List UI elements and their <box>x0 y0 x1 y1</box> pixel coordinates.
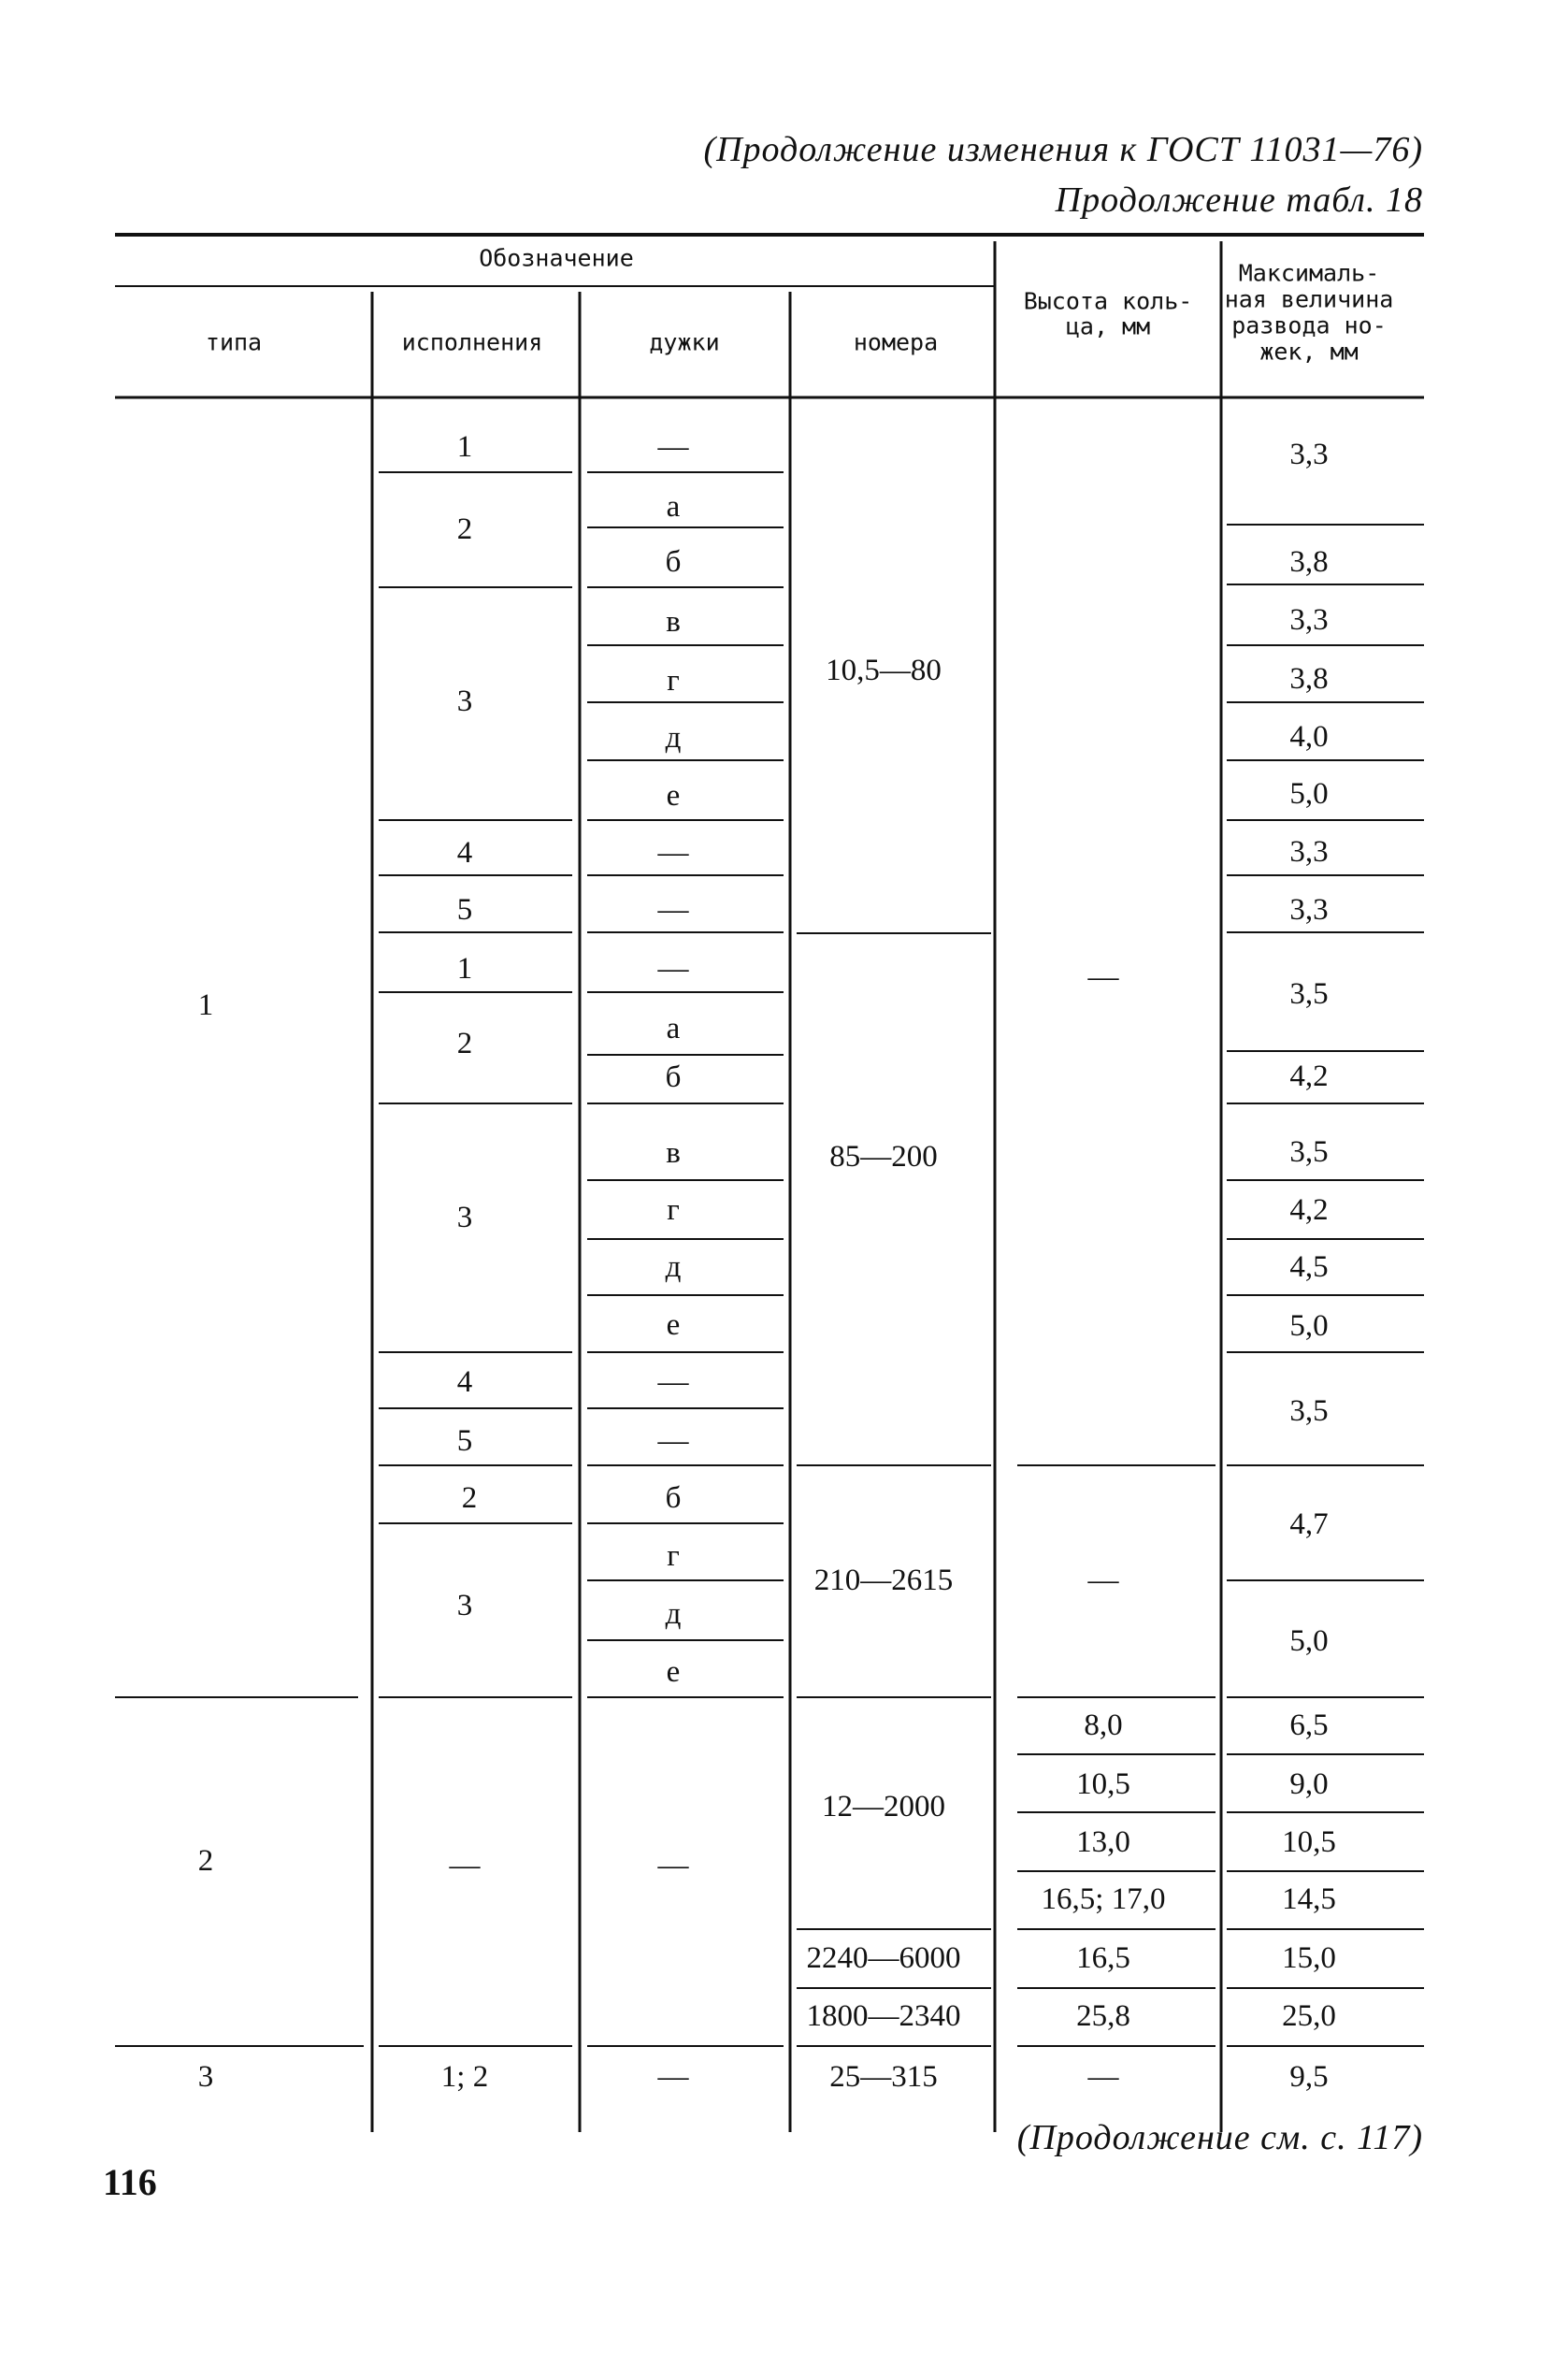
max-spread-cell: 25,0 <box>1282 1999 1336 2033</box>
header-number: номера <box>853 328 939 356</box>
shackle-cell: — <box>657 836 689 870</box>
version-cell: 4 <box>456 836 473 870</box>
ring-height-cell: 25,8 <box>1076 1999 1130 2033</box>
shackle-cell: — <box>657 1849 689 1882</box>
header-table-continuation: Продолжение табл. 18 <box>1055 180 1423 220</box>
ring-height-cell: 16,5; 17,0 <box>1041 1882 1166 1916</box>
shackle-cell: а <box>666 1012 681 1045</box>
version-cell: 1; 2 <box>440 2060 489 2094</box>
header-max-spread-3: развода но- <box>1231 311 1387 339</box>
header-max-spread-4: жек, мм <box>1259 338 1359 366</box>
max-spread-cell: 4,2 <box>1289 1193 1329 1227</box>
max-spread-cell: 5,0 <box>1289 1624 1329 1658</box>
version-cell: 3 <box>456 1201 473 1234</box>
shackle-cell: д <box>665 721 682 755</box>
max-spread-cell: 9,0 <box>1289 1767 1329 1801</box>
version-cell: 4 <box>456 1365 473 1399</box>
shackle-cell: — <box>657 893 689 927</box>
max-spread-cell: 3,8 <box>1289 545 1329 579</box>
ring-height-cell: — <box>1087 1564 1119 1597</box>
max-spread-cell: 3,8 <box>1289 662 1329 696</box>
header-ring-height-1: Высота коль- <box>1023 287 1193 315</box>
max-spread-cell: 5,0 <box>1289 777 1329 811</box>
version-cell: 5 <box>456 1424 473 1458</box>
shackle-cell: — <box>657 1365 689 1399</box>
type-cell: 3 <box>197 2060 214 2094</box>
number-cell: 10,5—80 <box>826 654 942 687</box>
max-spread-cell: 3,3 <box>1289 893 1329 927</box>
shackle-cell: е <box>666 1308 681 1342</box>
max-spread-cell: 3,3 <box>1289 835 1329 869</box>
ring-height-cell: 8,0 <box>1084 1708 1123 1742</box>
shackle-cell: г <box>667 664 680 698</box>
max-spread-cell: 4,7 <box>1289 1507 1329 1541</box>
number-cell: 1800—2340 <box>806 1999 961 2033</box>
ring-height-cell: 13,0 <box>1076 1825 1130 1859</box>
shackle-cell: б <box>665 1481 682 1515</box>
type-cell: 1 <box>197 988 214 1022</box>
max-spread-cell: 5,0 <box>1289 1309 1329 1343</box>
version-cell: 1 <box>456 952 473 986</box>
shackle-cell: д <box>665 1250 682 1284</box>
version-cell: 3 <box>456 1589 473 1622</box>
max-spread-cell: 6,5 <box>1289 1708 1329 1742</box>
number-cell: 25—315 <box>829 2060 938 2094</box>
version-cell: 2 <box>456 512 473 546</box>
header-shackle: дужки <box>649 328 720 356</box>
ring-height-cell: — <box>1087 2060 1119 2094</box>
max-spread-cell: 3,5 <box>1289 977 1329 1011</box>
shackle-cell: д <box>665 1597 682 1631</box>
header-max-spread-1: Максималь- <box>1238 259 1380 287</box>
shackle-cell: е <box>666 779 681 813</box>
max-spread-cell: 3,5 <box>1289 1394 1329 1428</box>
number-cell: 12—2000 <box>822 1790 945 1823</box>
shackle-cell: е <box>666 1655 681 1689</box>
max-spread-cell: 4,2 <box>1289 1059 1329 1093</box>
shackle-cell: — <box>657 2060 689 2094</box>
version-cell: 1 <box>456 430 473 464</box>
max-spread-cell: 15,0 <box>1282 1941 1336 1975</box>
version-cell: 2 <box>461 1481 478 1515</box>
version-cell: 2 <box>456 1027 473 1060</box>
version-cell: 3 <box>456 685 473 718</box>
max-spread-cell: 3,3 <box>1289 438 1329 471</box>
header-continuation: (Продолжение изменения к ГОСТ 11031—76) <box>703 130 1423 169</box>
page-number: 116 <box>103 2161 157 2203</box>
ring-height-cell: — <box>1087 960 1119 994</box>
table-rules <box>115 235 1424 2132</box>
max-spread-cell: 3,3 <box>1289 603 1329 637</box>
number-cell: 210—2615 <box>813 1564 954 1597</box>
shackle-cell: а <box>666 490 681 524</box>
max-spread-cell: 4,0 <box>1289 720 1329 754</box>
max-spread-cell: 14,5 <box>1282 1882 1336 1916</box>
version-cell: 5 <box>456 893 473 927</box>
version-cell: — <box>449 1849 481 1882</box>
shackle-cell: — <box>657 430 689 464</box>
footer-continuation: (Продолжение см. с. 117) <box>1016 2118 1423 2157</box>
shackle-cell: — <box>657 1424 689 1458</box>
number-cell: 85—200 <box>829 1140 938 1174</box>
max-spread-cell: 10,5 <box>1282 1825 1336 1859</box>
header-type: типа <box>205 328 263 356</box>
type-cell: 2 <box>197 1844 214 1878</box>
number-cell: 2240—6000 <box>806 1941 961 1975</box>
shackle-cell: — <box>657 952 689 986</box>
max-spread-cell: 9,5 <box>1289 2060 1329 2094</box>
header-designation: Обозначение <box>479 244 634 272</box>
shackle-cell: б <box>665 545 682 579</box>
header-ring-height-2: ца, мм <box>1065 312 1151 340</box>
ring-height-cell: 16,5 <box>1076 1941 1130 1975</box>
header-version: исполнения <box>401 328 543 356</box>
header-max-spread-2: ная величина <box>1224 285 1394 313</box>
shackle-cell: б <box>665 1060 682 1094</box>
shackle-cell: в <box>666 1136 681 1170</box>
shackle-cell: г <box>667 1539 680 1573</box>
shackle-cell: г <box>667 1193 680 1227</box>
ring-height-cell: 10,5 <box>1076 1767 1130 1801</box>
max-spread-cell: 3,5 <box>1289 1135 1329 1169</box>
shackle-cell: в <box>666 605 681 639</box>
max-spread-cell: 4,5 <box>1289 1250 1329 1284</box>
